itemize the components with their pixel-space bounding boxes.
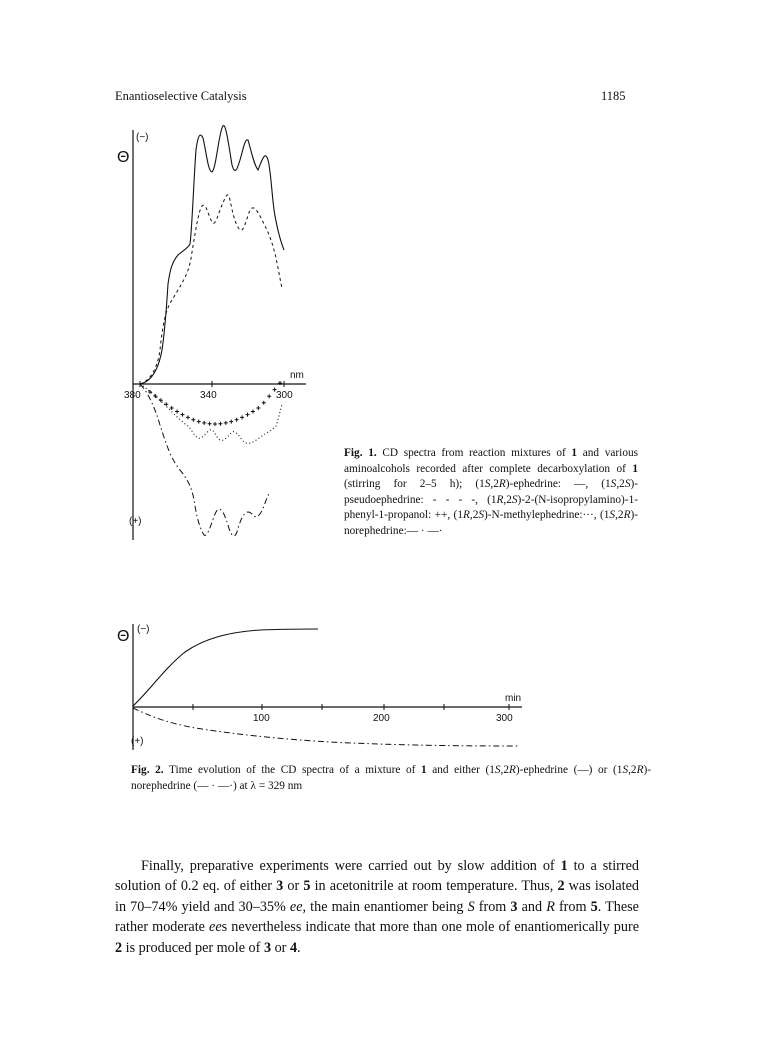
fig1-tick-label: 380: [124, 390, 141, 401]
fig2-tick-label: 300: [496, 713, 513, 724]
body-text: .: [297, 939, 301, 956]
compound-ref: 3: [510, 898, 518, 915]
fig1-caption-label: Fig. 1.: [344, 447, 377, 459]
stereo-descriptor: S: [478, 509, 485, 522]
plus-marker: [164, 402, 168, 406]
body-text: , the main enantiomer being: [302, 898, 468, 915]
fig2-unit-label: min: [505, 693, 522, 704]
fig2-curve-ephedrine: [133, 629, 318, 706]
fig1-theta: Θ: [117, 149, 130, 166]
compound-ref: 1: [571, 447, 578, 459]
fig2-theta: Θ: [117, 628, 130, 645]
plus-marker: [224, 421, 228, 425]
compound-ref: 5: [590, 898, 598, 915]
compound-ref: 2: [557, 878, 565, 895]
fig1-unit-label: nm: [290, 370, 304, 381]
caption-text: )-2-(N-isopropylamino)-1-phenyl-1-propanol: ++, (1: [344, 493, 638, 522]
fig1-tick-label: 340: [200, 390, 217, 401]
fig2-tick-label: 200: [373, 713, 390, 724]
caption-text: ,2: [628, 764, 637, 776]
caption-text: (stirring for 2–5 h); (1: [344, 478, 485, 491]
plus-marker: [208, 422, 212, 426]
figure-2-caption: [131, 763, 651, 794]
compound-ref: 3: [263, 939, 272, 956]
plus-marker: [256, 406, 260, 410]
plus-marker: [197, 420, 201, 424]
stereo-descriptor: S: [624, 478, 631, 491]
italic-term: ee: [209, 919, 222, 936]
compound-ref: 1: [632, 462, 638, 475]
caption-text: )-norephedrine:— · —·: [344, 509, 638, 537]
body-text: from: [554, 898, 591, 915]
caption-text: ,2: [503, 493, 512, 506]
compound-ref: 5: [303, 878, 311, 895]
caption-text: )-ephedrine (—) or (1: [515, 764, 623, 776]
stereo-descriptor: R: [636, 764, 644, 776]
body-paragraph: [115, 856, 639, 958]
stereo-descriptor: S: [610, 478, 617, 491]
stereo-descriptor: S: [609, 509, 616, 522]
caption-text: ,2: [490, 478, 499, 491]
fig1-curve-isopropylamino: [148, 381, 282, 426]
italic-term: ee: [289, 898, 303, 915]
italic-term: R: [546, 898, 555, 915]
compound-ref: 3: [276, 878, 284, 895]
italic-term: S: [467, 898, 475, 915]
body-text: to a stirred solution of 0.2 eq. of either: [115, 858, 639, 895]
caption-text: )-pseudoephedrine: - - - -, (1: [344, 478, 638, 506]
body-text: in acetonitrile at room temperature. Thus,: [310, 878, 558, 895]
body-text: Finally, preparative experiments were carried out by slow addition of: [141, 858, 561, 874]
plus-marker: [235, 418, 239, 422]
plus-marker: [218, 422, 222, 426]
compound-ref: 1: [560, 858, 568, 874]
plus-marker: [170, 406, 174, 410]
plus-marker: [175, 409, 179, 413]
fig1-curve-ephedrine: [140, 126, 284, 384]
caption-text: and either (1: [426, 764, 495, 776]
plus-marker: [181, 413, 185, 417]
caption-text: Time evolution of the CD spectra of a mixture of: [163, 764, 421, 776]
compound-ref: 4: [289, 939, 298, 956]
stereo-descriptor: R: [462, 509, 470, 522]
fig1-sign-neg: (−): [136, 132, 149, 143]
stereo-descriptor: S: [494, 764, 501, 776]
compound-ref: 1: [420, 764, 427, 776]
body-text: from: [474, 898, 511, 915]
fig2-tick-label: 100: [253, 713, 270, 724]
stereo-descriptor: S: [511, 493, 518, 506]
plus-marker: [202, 421, 206, 425]
fig2-sign-pos: (+): [131, 736, 144, 747]
stereo-descriptor: R: [623, 509, 631, 522]
plus-marker: [186, 415, 190, 419]
body-text: or: [283, 878, 304, 895]
stereo-descriptor: R: [509, 764, 516, 776]
caption-text: )-N-methylephedrine:···, (1: [484, 509, 610, 522]
stereo-descriptor: R: [496, 493, 504, 506]
caption-text: ,2: [500, 764, 510, 776]
body-text: and: [517, 898, 547, 915]
plus-marker: [267, 394, 271, 398]
plus-marker: [191, 418, 195, 422]
plus-marker: [251, 409, 255, 413]
caption-text: and various aminoalcohols recorded after complete decarboxylation of: [344, 447, 639, 475]
compound-ref: 2: [115, 939, 123, 956]
body-text: was isolated in 70–74% yield and 30–35%: [115, 878, 640, 915]
figure-1-caption: [344, 446, 638, 540]
body-text: s nevertheless indicate that more than one mole of enantiomerically pure: [221, 919, 639, 936]
fig1-caption-text: CD spectra from reaction mixtures of: [376, 447, 572, 459]
fig2-caption-label: Fig. 2.: [131, 764, 164, 776]
plus-marker: [213, 422, 217, 426]
fig1-sign-pos: (+): [129, 516, 142, 527]
fig1-tick-label: 300: [276, 390, 293, 401]
body-text: is produced per mole of: [122, 939, 264, 956]
fig2-sign-neg: (−): [137, 624, 150, 635]
page-number: 1185: [601, 89, 626, 103]
stereo-descriptor: S: [484, 478, 491, 491]
caption-text: ,2: [616, 478, 625, 491]
plus-marker: [229, 420, 233, 424]
plus-marker: [240, 415, 244, 419]
running-title: Enantioselective Catalysis: [115, 89, 247, 103]
stereo-descriptor: S: [622, 764, 629, 776]
body-text: . These rather moderate: [115, 898, 639, 936]
plus-marker: [246, 413, 250, 417]
stereo-descriptor: R: [498, 478, 506, 491]
caption-text: )-ephedrine: —, (1: [505, 478, 611, 491]
plus-marker: [262, 401, 266, 405]
body-text: or: [271, 939, 290, 956]
caption-text: ,2: [469, 509, 479, 522]
fig1-curve-norephedrine: [140, 384, 270, 536]
caption-text: ,2: [615, 509, 624, 522]
caption-text: )-norephedrine (— · —·) at λ = 329 nm: [131, 764, 652, 792]
fig2-curve-norephedrine: [133, 708, 520, 746]
